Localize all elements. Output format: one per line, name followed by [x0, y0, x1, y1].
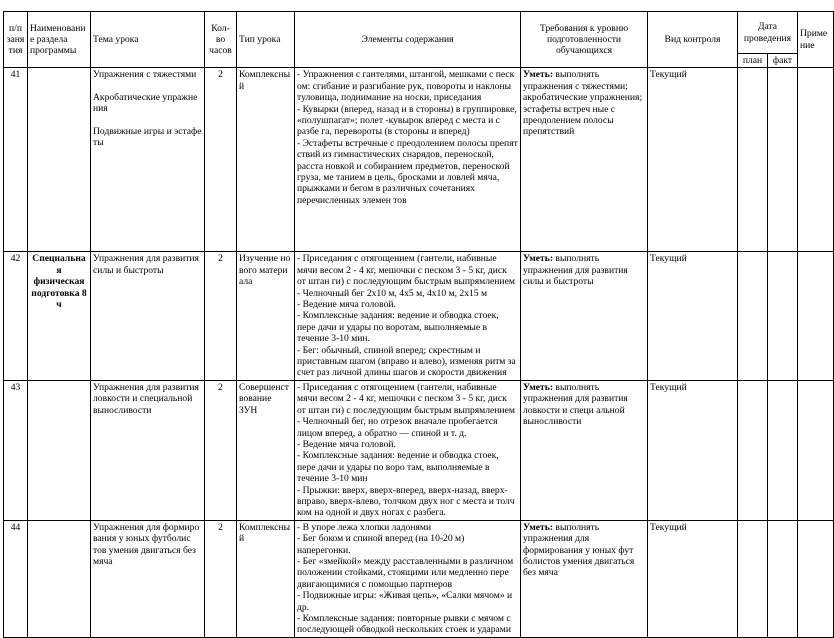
requirement-label: Уметь: [523, 69, 554, 81]
header-hours: Кол-во часов [205, 12, 237, 68]
header-date: Дата проведения [738, 12, 798, 54]
hours-count: 2 [205, 252, 237, 380]
control-type: Текущий [648, 68, 738, 252]
content-line: - Ведение мяча головой. [297, 299, 396, 311]
topic-line: Упражнения для формиро вания у юных футболис тов умения двигаться без мяча [93, 521, 200, 567]
lesson-topic [91, 520, 205, 637]
section-name [28, 520, 91, 637]
lesson-number: 43 [4, 380, 28, 520]
hours-count: 2 [205, 520, 237, 637]
table-row [4, 252, 834, 380]
content-elements [295, 520, 521, 637]
requirements [521, 68, 648, 252]
header-control: Вид контроля [648, 12, 738, 68]
lesson-number: 41 [4, 68, 28, 252]
date-plan [738, 520, 768, 637]
date-fact [768, 252, 798, 380]
topic-line: Акробатические упражне ния [93, 91, 198, 115]
content-line: - Бег «змейкой» между расставленными в различном положении стойками, стоящими или медленно пере двигающимися с помощью партнеров [297, 555, 514, 590]
header-num: п/п заня тия [4, 12, 28, 68]
section-name [28, 380, 91, 520]
content-line: - Ведение мяча головой. [297, 438, 396, 450]
content-line: - В упоре лежа хлопки ладонями [297, 521, 432, 533]
content-line: - Приседания с отягощением (гантели, набивные мячи весом 2 - 4 кг, мешочки с песком 3 - 5 кг, диск от штан ги) с последующим быстрым выпрямлением [297, 253, 515, 288]
content-line: - Кувырки (вперед, назад и в стороны) в группировке, «полушпагат»; полет -кувырок вперед с места и с разбе га, перевороты (в стороны и вперед) [297, 103, 517, 138]
content-line: - Челночный бег, но отрезок вначале пробегается лицом вперед, а обратно — спиной и т. д. [297, 416, 498, 439]
requirement-text: выполнять упражнения для развития ловкости и специ альной выносливости [523, 381, 628, 428]
requirements [521, 520, 648, 637]
lesson-topic [91, 380, 205, 520]
content-elements [295, 380, 521, 520]
table-body [4, 68, 834, 637]
content-line: - Упражнения с гантелями, штангой, мешками с песк ом: сгибание и разгибание рук, повороты и наклоны туловища, поднимание на носки, приседания [297, 69, 515, 104]
date-fact [768, 520, 798, 637]
lesson-type: Комплексный [237, 520, 295, 637]
note [798, 252, 834, 380]
topic-line: Упражнения для развития ловкости и специальной выносливости [93, 381, 199, 416]
lesson-number: 42 [4, 252, 28, 380]
header-type: Тип урока [237, 12, 295, 68]
content-line: - Бег боком и спиной вперед (на 10-20 м) наперегонки. [297, 533, 465, 556]
table-row [4, 520, 834, 637]
lesson-type: Совершенст вование ЗУН [237, 380, 295, 520]
content-line: - Прыжки: вверх, вверх-вперед, вверх-назад, вверх-вправо, вверх-влево, толчком двух ног с места и толч ком на одной и двух ногах с разбега. [297, 484, 515, 519]
content-elements [295, 68, 521, 252]
content-line: - Челночный бег 2х10 м, 4х5 м, 4х10 м, 2х15 м [297, 287, 488, 299]
date-plan [738, 380, 768, 520]
header-requirements: Требования к уровню подготовленности обучающихся [521, 12, 648, 68]
lesson-number: 44 [4, 520, 28, 637]
content-line: - Приседания с отягощением (гантели, набивные мячи весом 2 - 4 кг, мешочки с песком 3 - 5 кг, диск от штан ги) с последующим быстрым выпрямлением [297, 381, 515, 416]
control-type: Текущий [648, 252, 738, 380]
section-name [28, 68, 91, 252]
lesson-type: Изучение но вого матери ала [237, 252, 295, 380]
date-fact [768, 380, 798, 520]
table-header-row [4, 12, 834, 54]
date-plan [738, 68, 768, 252]
header-section: Наименование раздела программы [28, 12, 91, 68]
table-row [4, 380, 834, 520]
topic-line: Упражнения для развития силы и быстроты [93, 253, 199, 276]
requirement-label: Уметь: [523, 381, 554, 393]
header-content: Элементы содержания [295, 12, 521, 68]
table-row [4, 68, 834, 252]
content-line: - Комплексные задания: повторные рывки с мячом с последующей обводкой нескольких стоек и ударами [297, 613, 511, 636]
requirement-label: Уметь: [523, 521, 554, 533]
note [798, 380, 834, 520]
note [798, 68, 834, 252]
hours-count: 2 [205, 380, 237, 520]
header-note: Приме ние [798, 12, 834, 68]
requirements [521, 380, 648, 520]
lesson-topic [91, 68, 205, 252]
header-fact: факт [768, 54, 798, 68]
note [798, 520, 834, 637]
header-topic: Тема урока [91, 12, 205, 68]
requirement-text: выполнять упражнения для развития силы и быстроты [523, 253, 628, 288]
topic-line: Подвижные игры и эстафе ты [93, 125, 202, 149]
date-plan [738, 252, 768, 380]
date-fact [768, 68, 798, 252]
requirement-label: Уметь: [523, 253, 554, 265]
lesson-topic [91, 252, 205, 380]
header-plan: план [738, 54, 768, 68]
content-line: - Бег: обычный, спиной вперед; скрестным и приставным шагом (вправо и влево), изменяя ритм за счет раз личной длины шагов и скорости движения [297, 344, 516, 379]
content-elements [295, 252, 521, 380]
control-type: Текущий [648, 380, 738, 520]
content-line: - Комплексные задания: ведение и обводка стоек, пере дачи и удары по воро там, выполняемые в течение 3-10 мин [297, 450, 499, 485]
content-line: - Комплексные задания: ведение и обводка стоек, пере дачи и удары по воротам, выполняемые в течение 3-10 мин. [297, 310, 499, 345]
requirements [521, 252, 648, 380]
hours-count: 2 [205, 68, 237, 252]
section-name: Специальная физическая подготовка 8 ч [28, 252, 91, 380]
content-line: - Подвижные игры: «Живая цепь», «Салки мячом» и др. [297, 590, 513, 613]
lesson-plan-table [3, 11, 834, 638]
requirement-text: выполнять упражнения с тяжестями; акробатические упражнения; эстафеты встреч ные с преодолением полосы препятствий [523, 69, 643, 138]
control-type: Текущий [648, 520, 738, 637]
lesson-type: Комплексный [237, 68, 295, 252]
topic-line: Упражнения с тяжестями [93, 69, 197, 81]
requirement-text: выполнять упражнения для формирования у юных фут болистов умения двигаться без мяча [523, 521, 635, 579]
content-line: - Эстафеты встречные с преодолением полосы препят ствий из гимнастических снарядов, переноской, расста новкой и собиранием предметов, переноской груза, ме танием в цель, бросками и ловлей мяча, прыжками и бегом в различных сочетаниях перечисленных элемен тов [297, 137, 518, 206]
